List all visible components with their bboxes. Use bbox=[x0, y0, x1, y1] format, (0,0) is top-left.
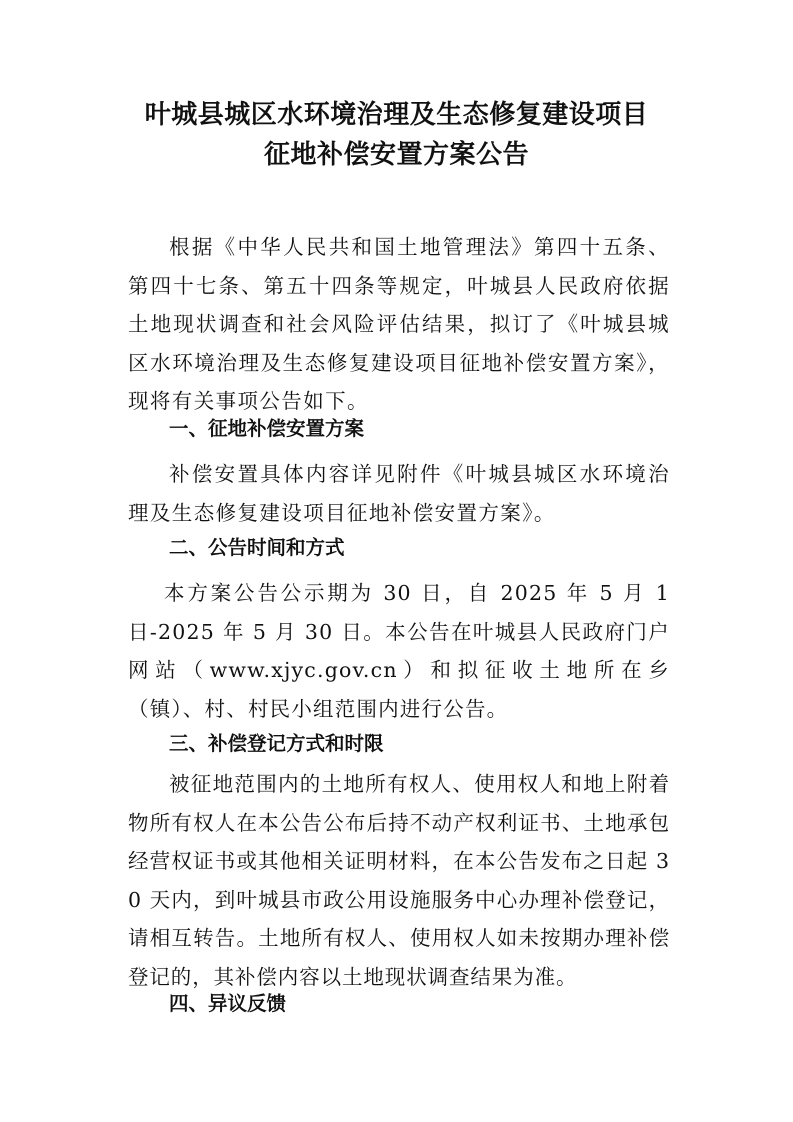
section-body-compensation-plan: 补偿安置具体内容详见附件《叶城县城区水环境治理及生态修复建设项目征地补偿安置方案》。 bbox=[128, 462, 670, 525]
section-body-registration: 被征地范围内的土地所有权人、使用权人和地上附着物所有权人在本公告公布后持不动产权利证书、土地承包经营权证书或其他相关证明材料，在本公告发布之日起 30 天内，到叶城县市政公用设施服务中心办理补偿登记，请相互转告。土地所有权人、使用权人如未按期办理补偿登记的，其补偿内容以土地现状调查结果为准。 bbox=[128, 772, 670, 989]
section-body-notice-time: 本方案公告公示期为 30 日，自 2025 年 5 月 1 日-2025 年 5 月 30 日。本公告在叶城县人民政府门户网站（www.xjyc.gov.cn）和拟征收土地所在乡（镇）、村、村民小组范围内进行公告。 bbox=[128, 581, 670, 721]
section-heading-notice-time: 二、公告时间和方式 bbox=[169, 536, 345, 559]
document-title-line1: 叶城县城区水环境治理及生态修复建设项目 bbox=[144, 100, 649, 130]
document-title-line2: 征地补偿安置方案公告 bbox=[263, 140, 529, 170]
section-heading-registration: 三、补偿登记方式和时限 bbox=[169, 732, 384, 755]
section-heading-compensation-plan: 一、征地补偿安置方案 bbox=[169, 417, 365, 440]
intro-paragraph: 根据《中华人民共和国土地管理法》第四十五条、第四十七条、第五十四条等规定，叶城县人民政府依据土地现状调查和社会风险评估结果，拟订了《叶城县城区水环境治理及生态修复建设项目征地补偿安置方案》，现将有关事项公告如下。 bbox=[128, 235, 670, 413]
section-heading-objection: 四、异议反馈 bbox=[169, 992, 287, 1015]
